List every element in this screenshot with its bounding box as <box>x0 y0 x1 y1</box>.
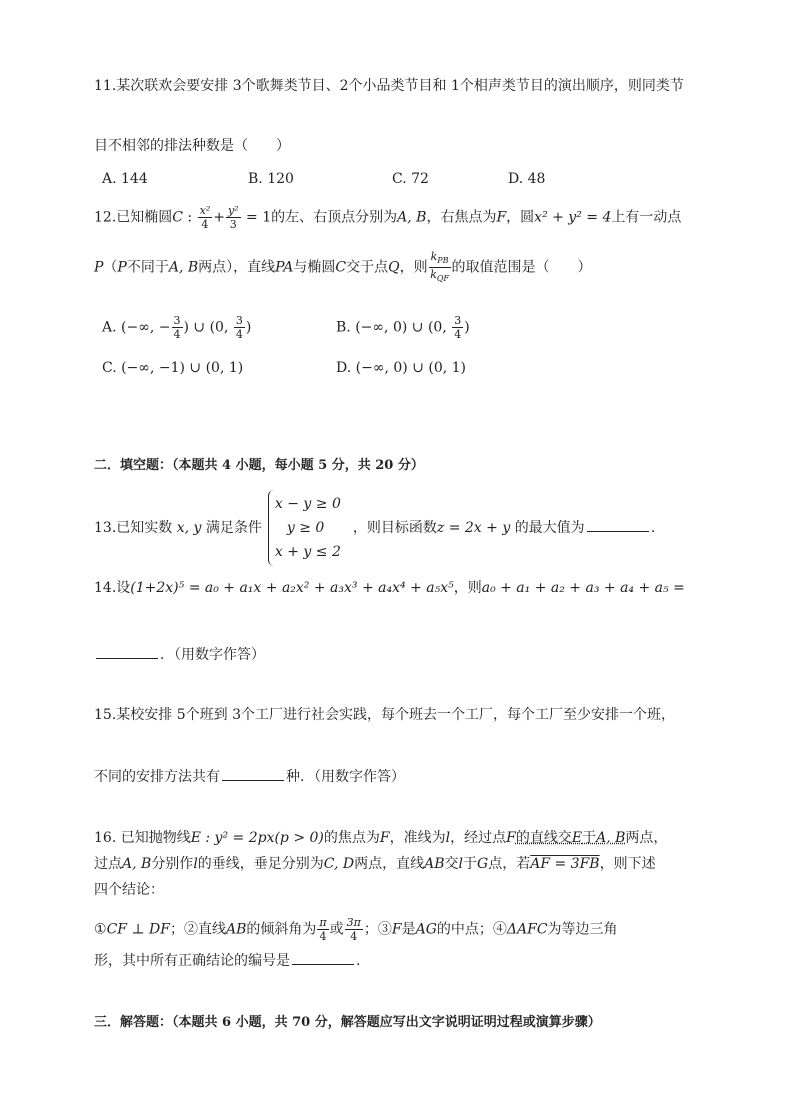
q12-option-d: D. (−∞, 0) ∪ (0, 1) <box>336 360 467 376</box>
q12-option-c: C. (−∞, −1) ∪ (0, 1) <box>102 360 244 376</box>
kpb-over-kqf: $\frac{k_{PB}}{k_{QF}}$ <box>430 250 449 284</box>
q16-line2: 过点A, B分别作l的垂线，垂足分别为C, D两点，直线AB交l于G点，若AF = 3FB，则下述 <box>94 856 656 872</box>
q12-option-b: B. (−∞, 0) ∪ (0, $\frac{3}{4}$ ) <box>336 314 470 341</box>
answer-blank[interactable] <box>292 952 354 965</box>
section-3-heading: 三．解答题：（本题共 6 小题，共 70 分，解答题应写出文字说明证明过程或演算步骤） <box>94 1015 601 1030</box>
q16-line1: 16. 已知抛物线E : y² = 2px(p > 0)的焦点为F，准线为l，经过点F的直线交E于A, B两点， <box>94 830 668 846</box>
answer-blank[interactable] <box>96 646 158 659</box>
answer-blank[interactable] <box>222 768 284 781</box>
constraint-system: x − y ≥ 0 y ≥ 0 x + y ≤ 2 <box>268 490 347 566</box>
q14-line2: ．（用数字作答） <box>94 646 265 664</box>
q12-line2: P（P不同于A, B两点），直线PA与椭圆C交于点Q，则 $\frac{k_{PB}}{k_{QF}}$ 的取值范围是（ ） <box>94 250 592 284</box>
q13-line: 13.已知实数 x, y 满足条件 x − y ≥ 0 y ≥ 0 x + y ≤ 2 ，则目标函数z = 2x + y 的最大值为 . <box>94 490 655 566</box>
q16-line5: 形，其中所有正确结论的编号是 . <box>94 953 361 969</box>
q11-option-d: D. 48 <box>508 171 546 187</box>
q14-line1: 14.设(1+2x)⁵ = a₀ + a₁x + a₂x² + a₃x³ + a₄x⁴ + a₅x⁵，则a₀ + a₁ + a₂ + a₃ + a₄ + a₅ = <box>94 580 685 596</box>
q11-line2: 目不相邻的排法种数是（ ） <box>94 138 290 154</box>
q15-line1: 15.某校安排 5个班到 3个工厂进行社会实践，每个班去一个工厂，每个工厂至少安排一个班， <box>94 707 675 723</box>
q12-option-a: A. (−∞, − $\frac{3}{4}$ ) ∪ (0, $\frac{3}{4}$ ) <box>102 314 252 341</box>
answer-blank[interactable] <box>587 519 649 532</box>
q11-option-b: B. 120 <box>248 171 294 187</box>
q16-line4: ①CF ⊥ DF；②直线AB的倾斜角为 $\frac{\pi}{4}$ 或 $\frac{3\pi}{4}$ ；③F是AG的中点；④ΔAFC为等边三角 <box>94 916 618 943</box>
section-2-heading: 二．填空题：（本题共 4 小题，每小题 5 分，共 20 分） <box>94 458 424 473</box>
q12-line1: 12.已知椭圆C : $\frac{\text{x²}}{4}$ + $\frac{\text{y²}}{3}$ = 1的左、右顶点分别为A, B，右焦点为F，圆x² + y² = 4上有一动点 <box>94 204 682 231</box>
q11-option-c: C. 72 <box>392 171 429 187</box>
y2-over-3: $\frac{\text{y²}}{3}$ <box>227 204 239 231</box>
q15-line2: 不同的安排方法共有 种．（用数字作答） <box>94 769 405 785</box>
q16-line3: 四个结论： <box>94 882 164 898</box>
x2-over-4: $\frac{\text{x²}}{4}$ <box>199 204 211 231</box>
q11-option-a: A. 144 <box>102 171 148 187</box>
q11-line1: 11.某次联欢会要安排 3个歌舞类节目、2个小品类节目和 1个相声类节目的演出顺序，则同类节 <box>94 78 684 94</box>
